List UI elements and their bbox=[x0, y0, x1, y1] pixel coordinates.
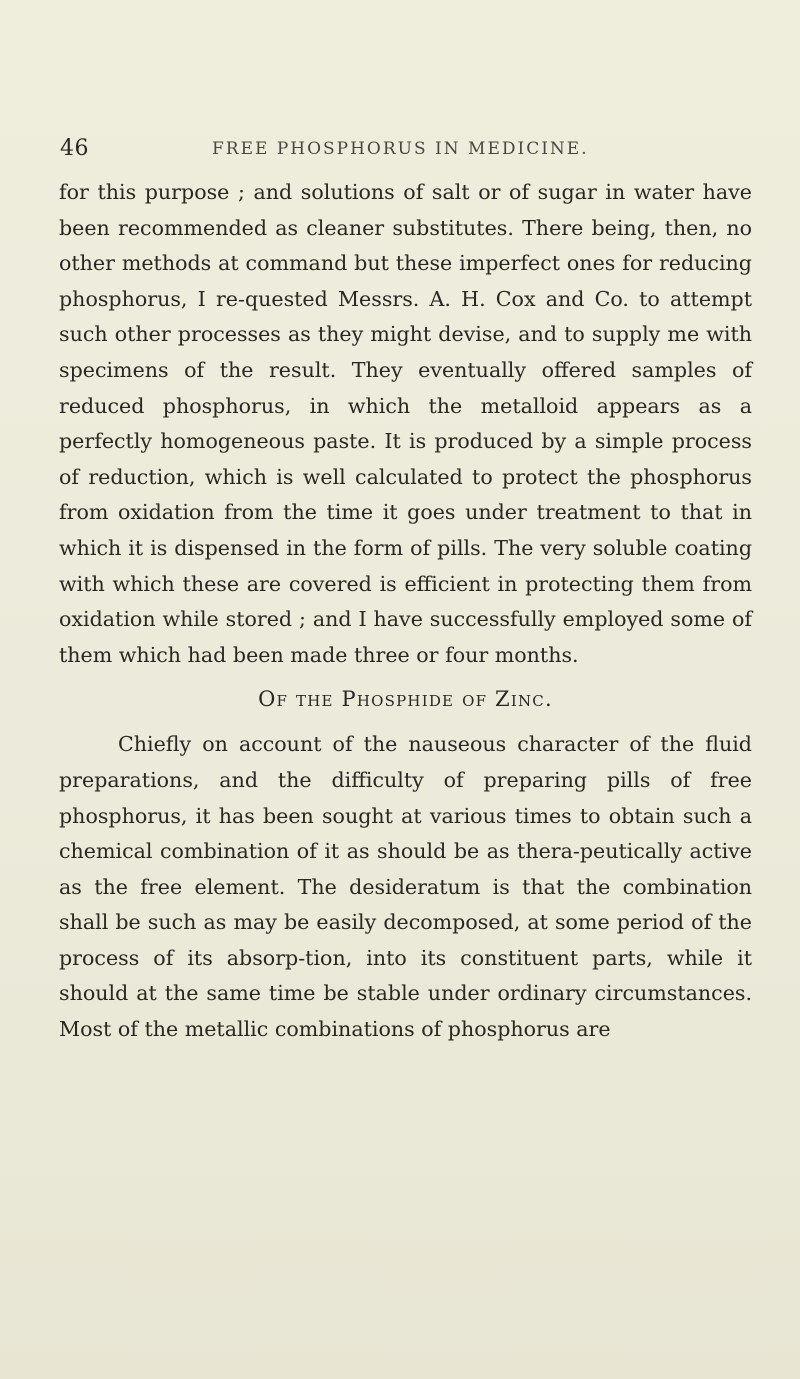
section-heading: Of the Phosphide of Zinc. bbox=[258, 687, 553, 712]
page-number: 46 bbox=[60, 136, 89, 161]
running-title: FREE PHOSPHORUS IN MEDICINE. bbox=[212, 139, 589, 159]
running-head bbox=[60, 136, 760, 172]
body-text bbox=[59, 175, 752, 1048]
paragraph-phosphide-of-zinc: Chiefly on account of the nauseous character of the fluid preparations, and the difficulty of preparing pills of free phosphorus, it has been sought at various times to obtain such a chemical combination of it as should be as thera-peutically active as the free element. The desideratum is that the combination shall be such as may be easily decomposed, at some period of the process of its absorp-tion, into its constituent parts, while it should at the same time be stable under ordinary circumstances. Most of the metallic combinations of phosphorus are bbox=[59, 732, 752, 1042]
paragraph-continued: for this purpose ; and solutions of salt or of sugar in water have been recommended as cleaner substitutes. There being, then, no other methods at command but these imperfect ones for reducing phosphorus, I re-quested Messrs. A. H. Cox and Co. to attempt such other processes as they might devise, and to supply me with specimens of the result. They eventually offered samples of reduced phosphorus, in which the metalloid appears as a perfectly homogeneous paste. It is produced by a simple process of reduction, which is well calculated to protect the phosphorus from oxidation from the time it goes under treatment to that in which it is dispensed in the form of pills. The very soluble coating with which these are covered is efficient in protecting them from oxidation while stored ; and I have successfully employed some of them which had been made three or four months. bbox=[59, 180, 752, 667]
